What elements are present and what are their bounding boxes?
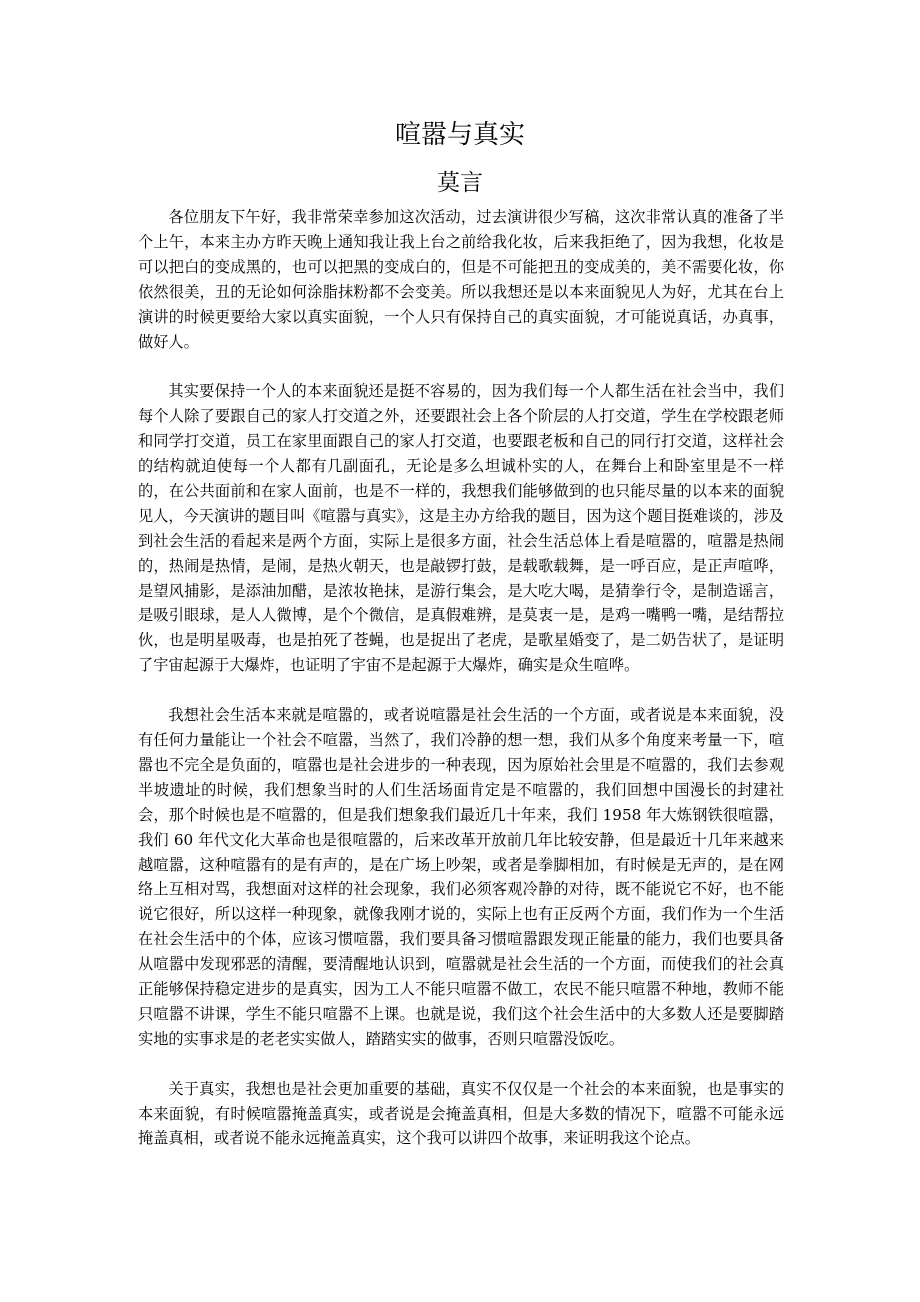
paragraph-3: 我想社会生活本来就是喧嚣的，或者说喧嚣是社会生活的一个方面，或者说是本来面貌，没有任何力量能让一个社会不喧嚣，当然了，我们冷静的想一想，我们从多个角度来考量一下，喧嚣也不完全是负面的，喧嚣也是社会进步的一种表现，因为原始社会里是不喧嚣的，我们去参观半坡遗址的时候，我们想象当时的人们生活场面肯定是不喧嚣的，我们回想中国漫长的封建社会，那个时候也是不喧嚣的，但是我们想象我们最近几十年来，我们 1958 年大炼钢铁很喧嚣，我们 60 年代文化大革命也是很喧嚣的，后来改革开放前几年比较安静，但是最近十几年来越来越喧嚣，这种喧嚣有的是有声的，是在广场上吵架，或者是拳脚相加，有时候是无声的，是在网络上互相对骂，我想面对这样的社会现象，我们必须客观冷静的对待，既不能说它不好，也不能说它很好，所以这样一种现象，就像我刚才说的，实际上也有正反两个方面，我们作为一个生活在社会生活中的个体，应该习惯喧嚣，我们要具备习惯喧嚣跟发现正能量的能力，我们也要具备从喧嚣中发现邪恶的清醒，要清醒地认识到，喧嚣就是社会生活的一个方面，而使我们的社会真正能够保持稳定进步的是真实，因为工人不能只喧嚣不做工，农民不能只喧嚣不种地，教师不能只喧嚣不讲课，学生不能只喧嚣不上课。也就是说，我们这个社会生活中的大多数人还是要脚踏实地的实事求是的老老实实做人，踏踏实实的做事，否则只喧嚣没饭吃。: [138, 706, 784, 1048]
document-author: 莫言: [437, 170, 483, 196]
document-title: 喧嚣与真实: [394, 120, 525, 150]
paragraph-2: 其实要保持一个人的本来面貌还是挺不容易的，因为我们每一个人都生活在社会当中，我们每个人除了要跟自己的家人打交道之外，还要跟社会上各个阶层的人打交道，学生在学校跟老师和同学打交道，员工在家里面跟自己的家人打交道，也要跟老板和自己的同行打交道，这样社会的结构就迫使每一个人都有几副面孔，无论是多么坦诚朴实的人，在舞台上和卧室里是不一样的，在公共面前和在家人面前，也是不一样的，我想我们能够做到的也只能尽量的以本来的面貌见人，今天演讲的题目叫《喧嚣与真实》，这是主办方给我的题目，因为这个题目挺难谈的，涉及到社会生活的看起来是两个方面，实际上是很多方面，社会生活总体上看是喧嚣的，喧嚣是热闹的，热闹是热情，是闹，是热火朝天，也是敲锣打鼓，是载歌载舞，是一呼百应，是正声喧哗，是望风捕影，是添油加醋，是浓妆艳抹，是游行集会，是大吃大喝，是猜拳行令，是制造谣言，是吸引眼球，是人人微博，是个个微信，是真假难辨，是莫衷一是，是鸡一嘴鸭一嘴，是结帮拉伙，也是明星吸毒，也是拍死了苍蝇，也是捉出了老虎，是歌星婚变了，是二奶告状了，是证明了宇宙起源于大爆炸，也证明了宇宙不是起源于大爆炸，确实是众生喧哗。: [138, 382, 784, 675]
document-body: [138, 205, 784, 1151]
paragraph-4: 关于真实，我想也是社会更加重要的基础，真实不仅仅是一个社会的本来面貌，也是事实的本来面貌，有时候喧嚣掩盖真实，或者说是会掩盖真相，但是大多数的情况下，喧嚣不可能永远掩盖真相，或者说不能永远掩盖真实，这个我可以讲四个故事，来证明我这个论点。: [138, 1079, 784, 1148]
paragraph-1: 各位朋友下午好，我非常荣幸参加这次活动，过去演讲很少写稿，这次非常认真的准备了半个上午，本来主办方昨天晚上通知我让我上台之前给我化妆，后来我拒绝了，因为我想，化妆是可以把白的变成黑的，也可以把黑的变成白的，但是不可能把丑的变成美的，美不需要化妆，你依然很美，丑的无论如何涂脂抹粉都不会变美。所以我想还是以本来面貌见人为好，尤其在台上演讲的时候更要给大家以真实面貌，一个人只有保持自己的真实面貌，才可能说真话，办真事，做好人。: [138, 208, 784, 351]
